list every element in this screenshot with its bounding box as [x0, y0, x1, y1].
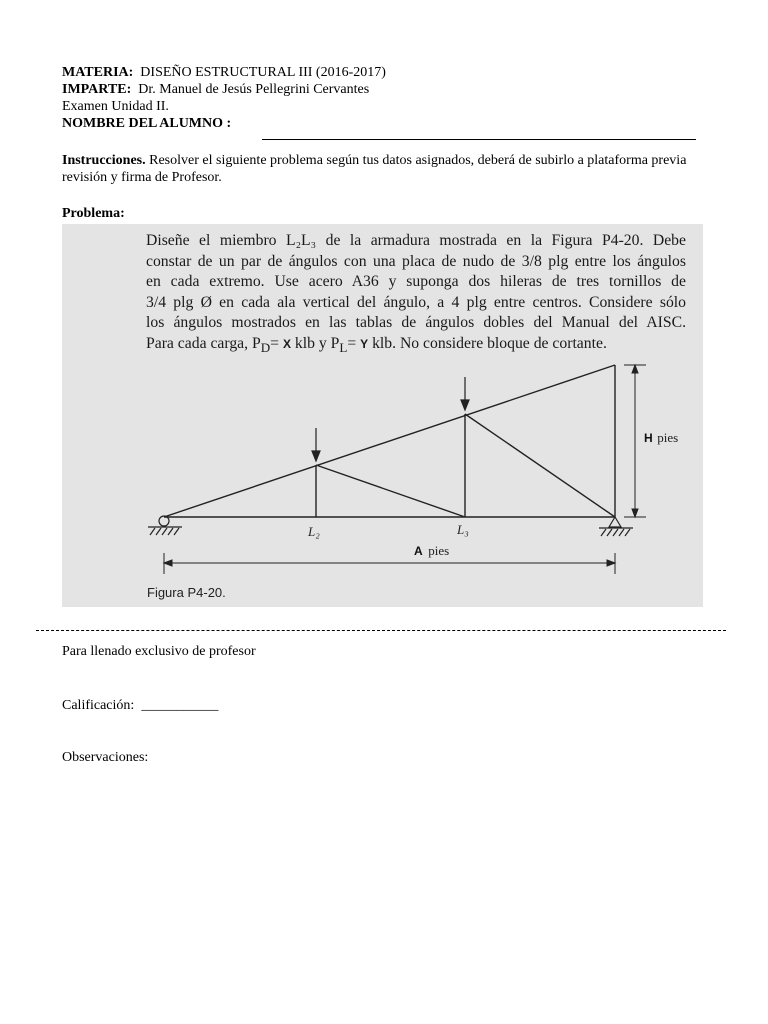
diagonal-2: [465, 414, 615, 517]
exam-title: Examen Unidad II.: [62, 99, 169, 114]
observations-label: Observaciones:: [62, 750, 149, 765]
subject-label: MATERIA:: [62, 65, 134, 80]
grade-field[interactable]: ___________: [141, 698, 219, 713]
height-unit: pies: [654, 430, 679, 445]
grade-line: [62, 698, 218, 714]
label-l2: L₂: [308, 524, 320, 539]
load-text-a: Para cada carga, P: [146, 334, 261, 352]
height-dimension: [624, 365, 646, 517]
span-variable: A: [414, 544, 423, 558]
problem-line-1: Diseñe el miembro L₂L₃ de la armadura mostrada en la Figura P4-20. Debe: [146, 232, 686, 249]
load-text-d: =: [347, 334, 361, 352]
instructor-value: Dr. Manuel de Jesús Pellegrini Cervantes: [138, 82, 370, 97]
instructor-label: IMPARTE:: [62, 82, 132, 97]
instructions-label: Instrucciones.: [62, 153, 146, 168]
problem-line-3: en cada extremo. Use acero A36 y suponga dos hileras de tres tornillos de: [146, 273, 686, 290]
top-chord: [164, 365, 615, 517]
diagonal-1: [316, 465, 465, 517]
problem-line-2: constar de un par de ángulos con una placa de nudo de 3/8 plg entre los ángulos: [146, 252, 686, 270]
subject-value: DISEÑO ESTRUCTURAL III (2016-2017): [140, 65, 386, 80]
instructions-text: Resolver el siguiente problema según tus datos asignados, deberá de subirlo a plataforma previa revisión y firma de Profesor.: [62, 153, 687, 185]
live-load-variable: Y: [360, 336, 369, 351]
professor-section-title: Para llenado exclusivo de profesor: [62, 644, 256, 659]
student-name-label: NOMBRE DEL ALUMNO :: [62, 116, 232, 131]
right-support: [599, 517, 633, 536]
left-support: [148, 516, 182, 535]
load-text-e: klb. No considere bloque de cortante.: [368, 334, 607, 352]
height-variable: H: [644, 431, 653, 445]
figure-caption: Figura P4-20.: [147, 585, 226, 600]
load-text-c: klb y P: [290, 334, 340, 352]
cut-line: [36, 630, 726, 631]
load-sub-d: D: [260, 339, 271, 355]
problem-line-4: 3/4 plg Ø en cada ala vertical del ángulo, a 4 plg entre centros. Considere sólo: [146, 293, 686, 311]
span-dimension: [164, 553, 615, 574]
span-unit: pies: [425, 543, 450, 558]
problem-label: Problema:: [62, 206, 125, 221]
label-l3: L₃: [457, 522, 469, 537]
grade-label: Calificación:: [62, 698, 135, 713]
problem-line-5: los ángulos mostrados en las tablas de ángulos dobles del Manual del AISC.: [146, 314, 686, 331]
dead-load-variable: X: [282, 336, 291, 351]
load-arrows: [312, 377, 469, 461]
load-sub-l: L: [339, 339, 348, 355]
load-text-b: =: [270, 334, 283, 352]
